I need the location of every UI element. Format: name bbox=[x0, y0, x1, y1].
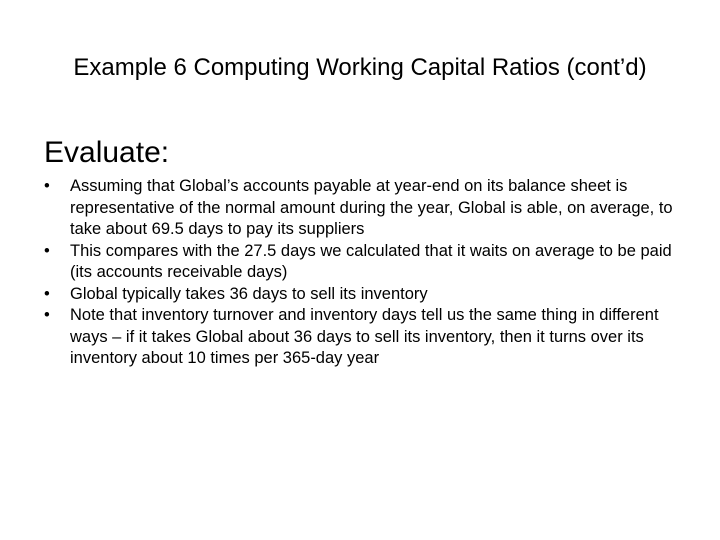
slide-title: Example 6 Computing Working Capital Ratios (cont’d) bbox=[73, 54, 647, 81]
bullet-text: Assuming that Global’s accounts payable at year-end on its balance sheet is representative of the normal amount during the year, Global is able, on average, to take about 69.5 days to pay its suppliers bbox=[70, 177, 673, 238]
section-heading: Evaluate: bbox=[44, 136, 170, 169]
bullet-icon: • bbox=[44, 177, 50, 195]
bullet-text: This compares with the 27.5 days we calculated that it waits on average to be paid (its accounts receivable days) bbox=[70, 241, 672, 281]
bullet-list bbox=[44, 176, 684, 370]
bullet-item bbox=[44, 284, 684, 306]
bullet-text: Global typically takes 36 days to sell its inventory bbox=[70, 284, 428, 303]
bullet-item bbox=[44, 305, 684, 370]
bullet-item bbox=[44, 241, 684, 284]
bullet-icon: • bbox=[44, 284, 50, 303]
bullet-text: Note that inventory turnover and inventory days tell us the same thing in different ways – if it takes Global about 36 days to sell its inventory, then it turns over its inventory about 10 times per 365-day year bbox=[70, 306, 659, 367]
bullet-icon: • bbox=[44, 241, 50, 260]
bullet-icon: • bbox=[44, 306, 50, 324]
bullet-item bbox=[44, 176, 684, 241]
